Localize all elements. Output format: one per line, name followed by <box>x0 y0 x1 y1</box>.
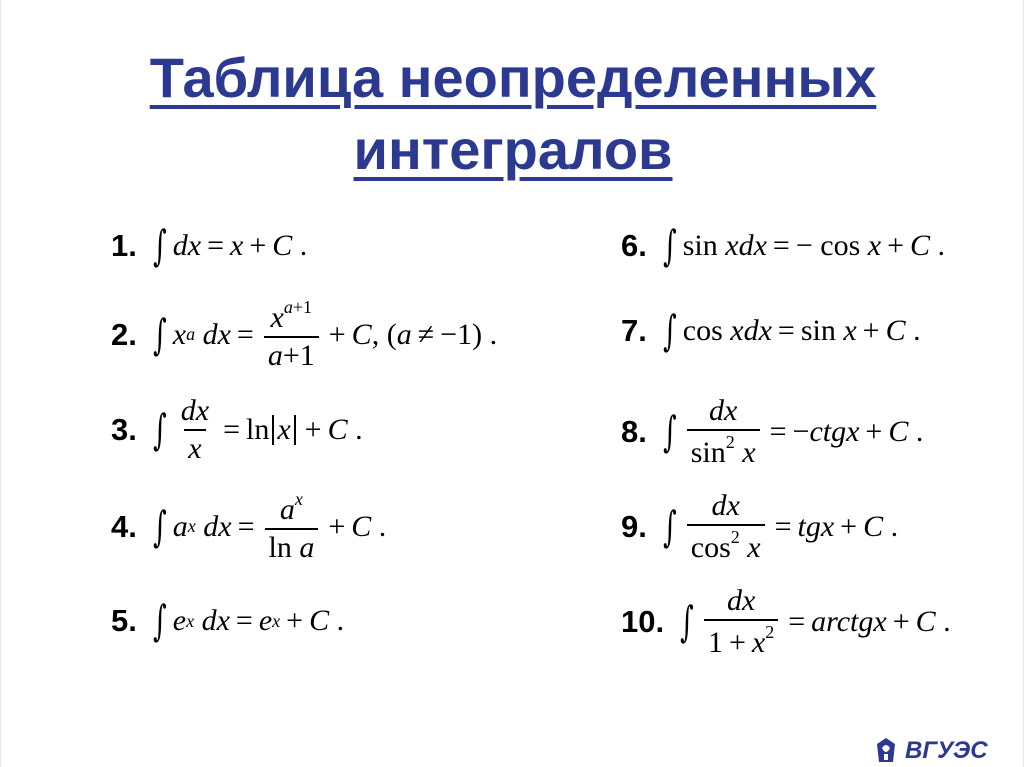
formula-number: 6. <box>621 228 647 263</box>
integral-sign: ∫ <box>680 596 694 646</box>
formula-number: 1. <box>111 228 137 263</box>
logo-text: ВГУЭС <box>905 737 988 764</box>
formula-3: 3. ∫ $\frac{dx}{x}$ = ln x + C . <box>111 394 363 465</box>
formula-number: 9. <box>621 508 647 544</box>
formula-number: 8. <box>621 413 647 449</box>
integral-sign: ∫ <box>663 306 677 355</box>
formula-number: 10. <box>621 603 665 639</box>
integral-sign: ∫ <box>153 404 167 454</box>
formula-number: 7. <box>621 313 647 348</box>
formula-5: 5. ∫ e x dx = e x + C . <box>111 596 345 645</box>
formula-4: 4. ∫ a x dx = $\frac{a^x}{\text{ln a}}$ + C . <box>111 489 387 564</box>
fraction: $\frac{a^x}{\text{ln a}}$ <box>265 490 319 563</box>
formula-8: 8. ∫ $\frac{dx}{\sin^2 x}$ = − ctgx + C . <box>621 394 924 469</box>
fraction: $\frac{dx}{x}$ <box>180 394 210 465</box>
fraction: $\frac{dx}{\cos^2 x}$ <box>687 490 765 563</box>
formula-number: 5. <box>111 603 137 638</box>
integral-sign: ∫ <box>153 221 167 270</box>
formula-9: 9. ∫ $\frac{dx}{\cos^2 x}$ = tgx + C . <box>621 489 899 564</box>
formula-6: 6. ∫ sin xdx = − cos x + C . <box>621 221 946 270</box>
integral-sign: ∫ <box>153 309 167 359</box>
page-title-line-1: Таблица неопределенных <box>149 46 877 109</box>
university-emblem-icon <box>873 736 899 766</box>
integral-sign: ∫ <box>663 221 677 270</box>
integral-sign: ∫ <box>153 501 167 551</box>
integral-sign: ∫ <box>663 501 677 551</box>
formula-number: 4. <box>111 508 137 544</box>
formula-1: 1. ∫ dx = x + C . <box>111 221 308 270</box>
formula-number: 2. <box>111 316 137 352</box>
formula-7: 7. ∫ cos xdx = sin x + C . <box>621 306 921 355</box>
integral-sign: ∫ <box>663 406 677 456</box>
integral-sign: ∫ <box>153 596 167 645</box>
page-title-line-2: интегралов <box>353 118 673 181</box>
formula-10: 10. ∫ $\frac{dx}{1 + x^2}$ = arctgx + C . <box>621 584 951 659</box>
fraction: $\frac{dx}{\sin^2 x}$ <box>687 395 760 468</box>
formula-number: 3. <box>111 411 137 447</box>
formula-2: 2. ∫ x a dx = $\frac{x^{a+1}}{a+1}$ + C , ( a ≠ −1) . <box>111 297 498 372</box>
university-logo <box>873 735 1013 767</box>
fraction: $\frac{dx}{1 + x^2}$ <box>704 585 778 658</box>
fraction: $\frac{x^{a+1}}{a+1}$ <box>264 298 319 371</box>
